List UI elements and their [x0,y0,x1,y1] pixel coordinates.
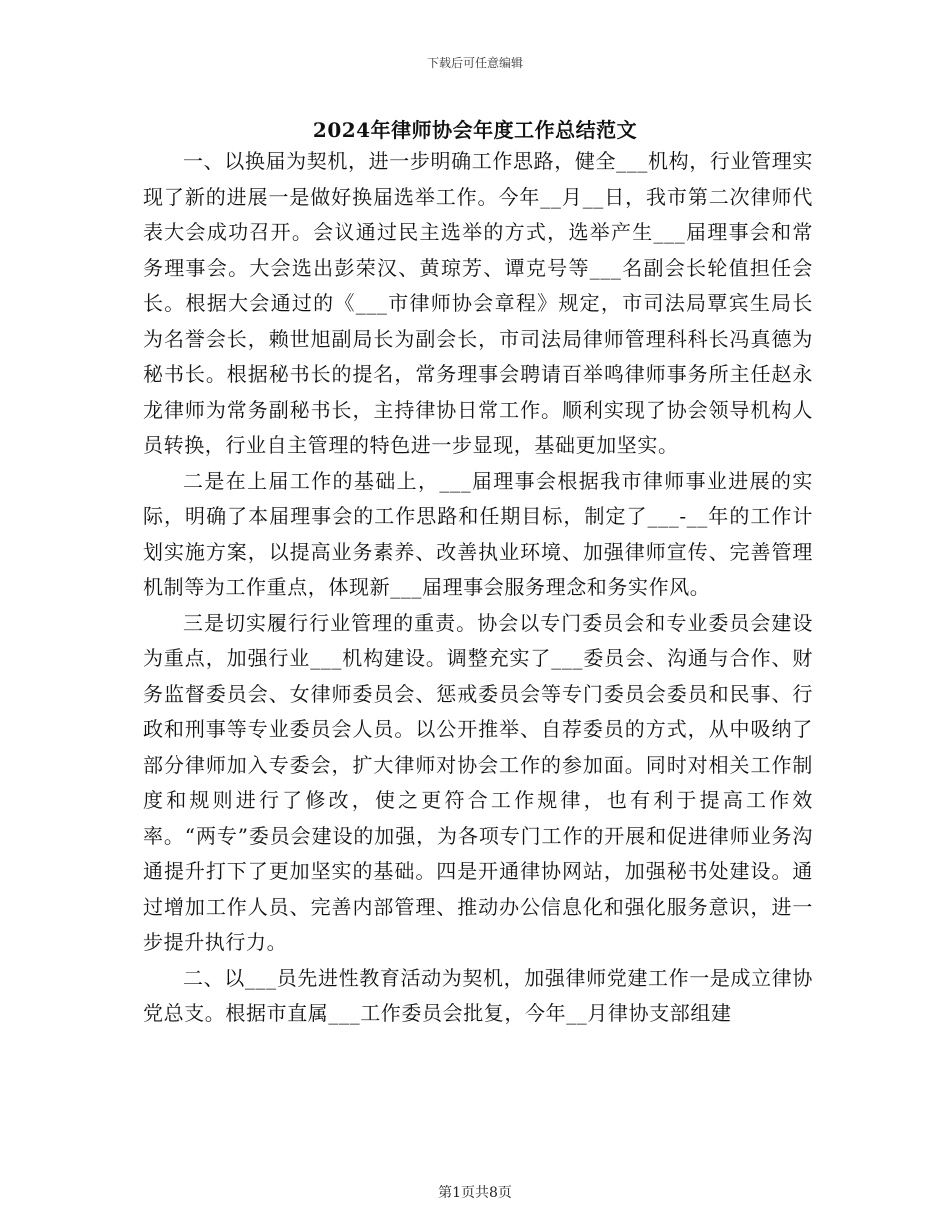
paragraph: 三是切实履行行业管理的重责。协会以专门委员会和专业委员会建设为重点，加强行业___机构建设。调整充实了___委员会、沟通与合作、财务监督委员会、女律师委员会、惩戒委员会等专门委员会委员和民事、行政和刑事等专业委员会人员。以公开推举、自荐委员的方式，从中吸纳了部分律师加入专委会，扩大律师对协会工作的参加面。同时对相关工作制度和规则进行了修改，使之更符合工作规律，也有利于提高工作效率。“两专”委员会建设的加强，为各项专门工作的开展和促进律师业务沟通提升打下了更加坚实的基础。四是开通律协网站，加强秘书处建设。通过增加工作人员、完善内部管理、推动办公信息化和强化服务意识，进一步提升执行力。 [143,610,813,954]
header-note: 下载后可任意编辑 [426,56,523,70]
paragraph: 二是在上届工作的基础上，___届理事会根据我市律师事业进展的实际，明确了本届理事会的工作思路和任期目标，制定了___-__年的工作计划实施方案，以提高业务素养、改善执业环境、加强律师宣传、完善管理机制等为工作重点，体现新___届理事会服务理念和务实作风。 [143,468,813,599]
document-body [143,144,813,1032]
page-number: 第1页共8页 [438,1185,512,1201]
document-title: 2024年律师协会年度工作总结范文 [312,118,638,142]
paragraph: 一、以换届为契机，进一步明确工作思路，健全___机构，行业管理实现了新的进展一是做好换届选举工作。今年__月__日，我市第二次律师代表大会成功召开。会议通过民主选举的方式，选举产生___届理事会和常务理事会。大会选出彭荣汉、黄琼芳、谭克号等___名副会长轮值担任会长。根据大会通过的《___市律师协会章程》规定，市司法局覃宾生局长为名誉会长，赖世旭副局长为副会长，市司法局律师管理科科长冯真德为秘书长。根据秘书长的提名，常务理事会聘请百举鸣律师事务所主任赵永龙律师为常务副秘书长，主持律协日常工作。顺利实现了协会领导机构人员转换，行业自主管理的特色进一步显现，基础更加坚实。 [143,149,813,457]
paragraph: 二、以___员先进性教育活动为契机，加强律师党建工作一是成立律协党总支。根据市直属___工作委员会批复，今年__月律协支部组建 [143,965,813,1025]
